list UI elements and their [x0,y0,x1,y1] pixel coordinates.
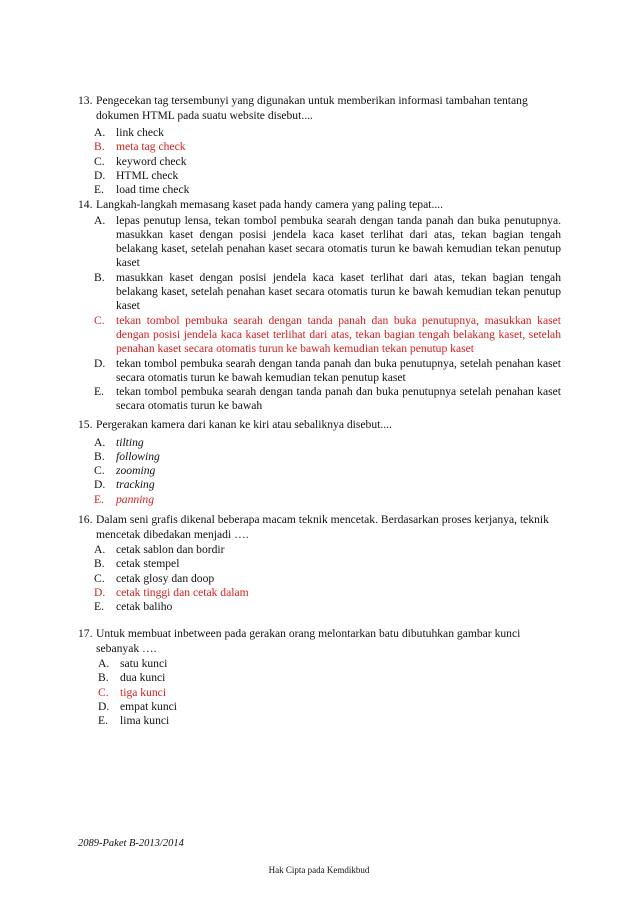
option-d: D. HTML check [94,169,179,183]
option-c: C. keyword check [94,154,187,168]
question-14 [78,198,561,414]
option-b: B. masukkan kaset dengan posisi jendela kaca kaset terlihat dari atas, tekan bagian tengah belakang kaset, setelah penahan kaset secara otomatis turun ke bawah kemudian tekan penutup kaset [94,270,561,313]
option-d: D. tracking [94,478,155,492]
option-b-correct: B. meta tag check [94,140,186,154]
question-text: 17. Untuk membuat inbetween pada gerakan orang melontarkan batu dibutuhkan gambar kunci [78,627,521,640]
option-c-correct: C. tekan tombol pembuka searah dengan tanda panah dan buka penutupnya, masukkan kaset dengan posisi jendela kaca kaset terlihat dari atas, tekan bagian tengah belakang kaset, setelah penahan kaset secara otomatis turun ke bawah kemudian tekan penutup kaset [94,313,561,356]
option-a: A. lepas penutup lensa, tekan tombol pembuka searah dengan tanda panah dan buka penutupnya. masukkan kaset dengan posisi jendela kaca kaset terlihat dari atas, tekan bagian tengah belakang kaset, setelah penahan kaset secara otomatis turun ke bawah kemudian tekan penutup kaset [94,213,561,270]
option-d-correct: D. cetak tinggi dan cetak dalam [94,586,249,600]
question-text: 14. Langkah-langkah memasang kaset pada handy camera yang paling tepat.... [78,198,444,211]
question-text: 13. Pengecekan tag tersembunyi yang digunakan untuk memberikan informasi tambahan tentang [78,94,528,107]
option-b: B. following [94,449,160,463]
option-d: D. empat kunci [98,700,177,714]
question-13 [78,94,561,198]
option-c-correct: C. tiga kunci [98,685,167,699]
question-number: 16. [78,513,93,526]
question-text-continued: dokumen HTML pada suatu website disebut.... [96,108,313,122]
option-e: E. cetak baliho [94,600,173,614]
question-text: 16. Dalam seni grafis dikenal beberapa macam teknik mencetak. Berdasarkan proses kerjanya, teknik [78,513,549,526]
option-e: E. load time check [94,183,190,197]
option-e-correct: E. panning [94,492,155,506]
question-number: 15. [78,418,93,431]
option-a: A. link check [94,126,164,140]
option-a: A. satu kunci [98,657,168,671]
option-b: B. dua kunci [98,671,166,685]
option-e: E. tekan tombol pembuka searah dengan tanda panah dan buka penutupnya setelah penahan kaset secara otomatis turun ke bawah [94,385,561,413]
footer-package-code: 2089-Paket B-2013/2014 [78,838,184,849]
option-a: A. cetak sablon dan bordir [94,543,225,557]
option-b: B. cetak stempel [94,557,180,571]
option-c: C. zooming [94,464,156,478]
option-c: C. cetak glosy dan doop [94,571,215,585]
option-d: D. tekan tombol pembuka searah dengan tanda panah dan buka penutupnya, setelah penahan kaset secara otomatis turun ke bawah kemudian tekan penutup kaset [94,356,561,384]
question-number: 13. [78,94,93,107]
question-number: 14. [78,198,93,211]
question-17 [78,627,561,729]
footer-copyright: Hak Cipta pada Kemdikbud [268,865,370,875]
question-15 [78,418,561,507]
question-text: 15. Pergerakan kamera dari kanan ke kiri atau sebaliknya disebut.... [78,418,392,431]
question-16 [78,513,561,615]
question-text-continued: mencetak dibedakan menjadi …. [96,527,249,541]
question-text-continued: sebanyak …. [96,641,157,655]
option-a: A. tilting [94,435,144,449]
question-number: 17. [78,627,93,640]
option-e: E. lima kunci [98,714,170,728]
